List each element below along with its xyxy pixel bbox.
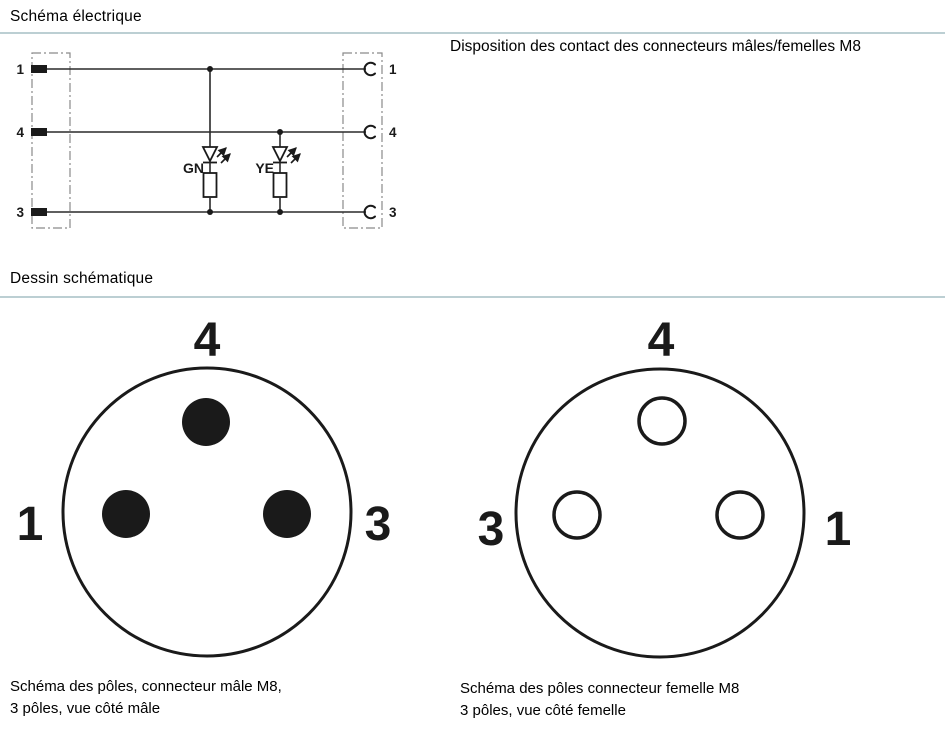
female-top-pin-label: 4 [647,314,675,367]
female-connector-caption [460,678,739,722]
female-connector-face [478,314,852,657]
male-pin1-dot [102,490,150,538]
female-pin1-hole [717,492,763,538]
female-pin4-hole [639,398,685,444]
left-pin3-label: 3 [16,205,24,220]
connector-pinout-drawings [0,300,945,700]
male-pin1-contact [31,65,47,73]
right-pin1-label: 1 [389,62,397,77]
junction-dot [277,129,283,135]
gn-led-emission-arrow-icon [217,148,226,157]
right-pin4-label: 4 [389,125,397,140]
divider-rule-middle [0,296,945,298]
electrical-schematic-diagram [0,40,420,240]
ye-led-emission-arrow-icon [287,148,296,157]
female-caption-line2: 3 pôles, vue côté femelle [460,702,626,719]
left-pin1-label: 1 [16,62,24,77]
led-branch-ye [255,132,300,212]
male-top-pin-label: 4 [193,314,221,367]
male-pin4-contact [31,128,47,136]
male-connector-face [17,314,392,656]
contact-layout-caption: Disposition des contact des connecteurs mâles/femelles M8 [450,38,861,55]
female-caption-line1: Schéma des pôles connecteur femelle M8 [460,680,740,697]
female-socket3-symbol [365,206,375,218]
male-connector-housing-outline [32,53,70,228]
section-title-electrical: Schéma électrique [10,8,142,25]
ye-led-emission-arrow-icon [291,154,300,163]
divider-rule-top [0,32,945,34]
male-pin4-dot [182,398,230,446]
male-right-pin-label: 3 [364,498,392,551]
male-pin3-dot [263,490,311,538]
male-pin3-contact [31,208,47,216]
junction-dot [207,209,213,215]
gn-led-triangle-icon [203,147,217,161]
gn-led-emission-arrow-icon [221,154,230,163]
ye-led-triangle-icon [273,147,287,161]
male-caption-line2: 3 pôles, vue côté mâle [10,700,161,717]
gn-resistor-symbol [204,173,217,197]
junction-dot [207,66,213,72]
female-socket1-symbol [365,63,375,75]
male-connector-caption [10,676,282,720]
ye-led-label: YE [255,160,274,176]
male-caption-line1: Schéma des pôles, connecteur mâle M8, [10,678,282,695]
section-title-schematic: Dessin schématique [10,270,154,287]
gn-led-label: GN [183,160,204,176]
ye-resistor-symbol [274,173,287,197]
male-left-pin-label: 1 [16,498,44,551]
female-pin3-hole [554,492,600,538]
led-branch-gn [183,69,230,212]
female-socket4-symbol [365,126,375,138]
left-pin4-label: 4 [16,125,24,140]
right-pin3-label: 3 [389,205,397,220]
female-left-pin-label: 3 [477,503,505,556]
female-connector-housing-outline [343,53,382,228]
junction-dot [277,209,283,215]
female-right-pin-label: 1 [824,503,852,556]
